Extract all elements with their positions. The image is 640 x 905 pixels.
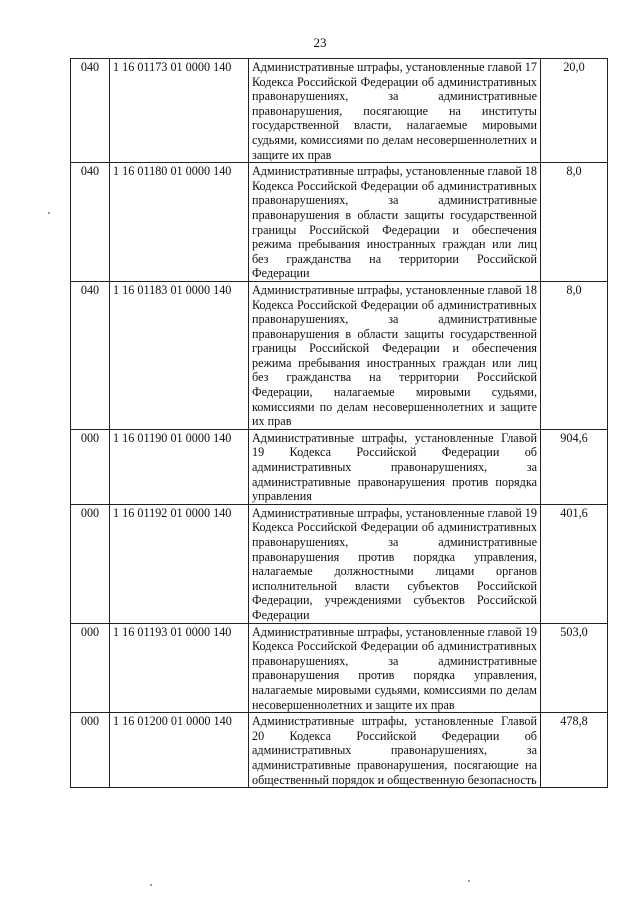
revenue-name-cell: Административные штрафы, установленные главой 17 Кодекса Российской Федерации об административных правонарушениях, за административные правонарушения, посягающие на институты государственной власти, налагаемые мировыми судьями, комиссиями по делам несовершеннолетних и защите их прав <box>249 59 541 163</box>
budget-code-cell: 1 16 01200 01 0000 140 <box>110 713 249 788</box>
amount-cell: 503,0 <box>541 623 608 713</box>
admin-code-cell: 000 <box>71 504 110 623</box>
amount-cell: 8,0 <box>541 163 608 282</box>
amount-cell: 20,0 <box>541 59 608 163</box>
budget-code-cell: 1 16 01180 01 0000 140 <box>110 163 249 282</box>
amount-cell: 478,8 <box>541 713 608 788</box>
revenue-name-cell: Административные штрафы, установленные главой 18 Кодекса Российской Федерации об административных правонарушениях, за административные правонарушения в области защиты государственной границы Российской Федерации и обеспечения режима пребывания иностранных граждан или лиц без гражданства на территории Российской Федерации, налагаемые мировыми судьями, комиссиями по делам несовершеннолетних и защите их прав <box>249 281 541 429</box>
table-row <box>71 429 608 504</box>
amount-cell: 904,6 <box>541 429 608 504</box>
admin-code-cell: 040 <box>71 281 110 429</box>
revenue-name-cell: Административные штрафы, установленные Главой 19 Кодекса Российской Федерации об административных правонарушениях, за административные правонарушения против порядка управления <box>249 429 541 504</box>
budget-code-cell: 1 16 01192 01 0000 140 <box>110 504 249 623</box>
revenue-table <box>70 58 608 788</box>
scan-speck <box>48 212 50 214</box>
table-row <box>71 281 608 429</box>
revenue-name-cell: Административные штрафы, установленные главой 18 Кодекса Российской Федерации об административных правонарушениях, за административные правонарушения в области защиты государственной границы Российской Федерации и обеспечения режима пребывания иностранных граждан или лиц без гражданства на территории Российской Федерации <box>249 163 541 282</box>
page-number: 23 <box>313 35 327 50</box>
budget-code-cell: 1 16 01193 01 0000 140 <box>110 623 249 713</box>
table-row <box>71 504 608 623</box>
table-row <box>71 713 608 788</box>
admin-code-cell: 000 <box>71 623 110 713</box>
admin-code-cell: 000 <box>71 429 110 504</box>
scan-speck <box>150 884 152 886</box>
table-row <box>71 59 608 163</box>
revenue-name-cell: Административные штрафы, установленные Главой 20 Кодекса Российской Федерации об административных правонарушениях, за административные правонарушения, посягающие на общественный порядок и общественную безопасность <box>249 713 541 788</box>
revenue-name-cell: Административные штрафы, установленные главой 19 Кодекса Российской Федерации об административных правонарушениях, за административные правонарушения против порядка управления, налагаемые мировыми судьями, комиссиями по делам несовершеннолетних и защите их прав <box>249 623 541 713</box>
admin-code-cell: 040 <box>71 59 110 163</box>
amount-cell: 401,6 <box>541 504 608 623</box>
revenue-name-cell: Административные штрафы, установленные главой 19 Кодекса Российской Федерации об административных правонарушениях, за административные правонарушения против порядка управления, налагаемые должностными лицами органов исполнительной власти субъектов Российской Федерации, учреждениями субъектов Российской Федерации <box>249 504 541 623</box>
budget-code-cell: 1 16 01173 01 0000 140 <box>110 59 249 163</box>
table-row <box>71 163 608 282</box>
amount-cell: 8,0 <box>541 281 608 429</box>
budget-code-cell: 1 16 01190 01 0000 140 <box>110 429 249 504</box>
scan-speck <box>468 880 470 882</box>
table-row <box>71 623 608 713</box>
budget-code-cell: 1 16 01183 01 0000 140 <box>110 281 249 429</box>
admin-code-cell: 040 <box>71 163 110 282</box>
admin-code-cell: 000 <box>71 713 110 788</box>
